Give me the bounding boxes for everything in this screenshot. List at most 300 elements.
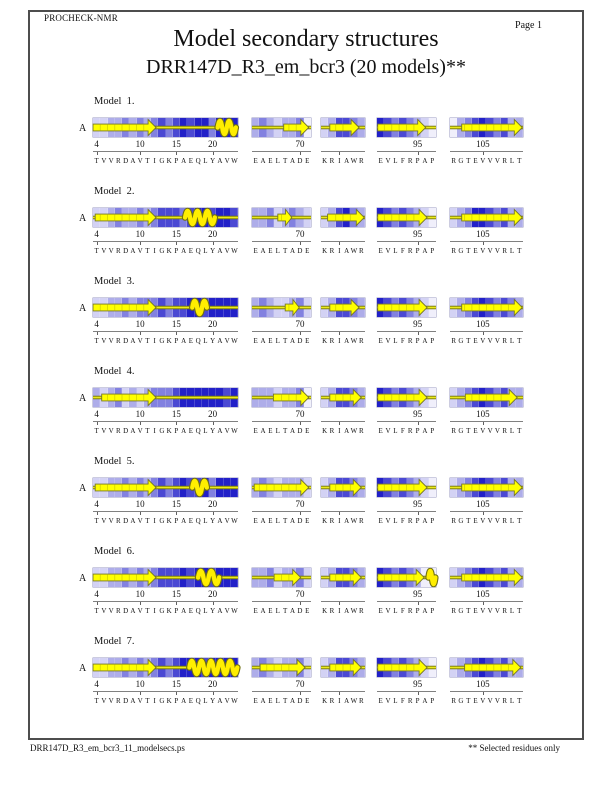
axis-rule (252, 151, 311, 152)
sequence-letter: R (329, 517, 335, 525)
sequence-letter: E (188, 427, 194, 435)
sequence-letter: Q (195, 337, 201, 345)
sequence-letter: A (422, 157, 428, 165)
axis-tick (213, 422, 214, 425)
sequence-row (321, 247, 365, 255)
sequence-row (450, 337, 523, 345)
residue-number: 4 (94, 679, 99, 689)
sequence-letter: P (174, 607, 179, 615)
sequence-letter: T (94, 247, 99, 255)
sequence-letter: V (108, 607, 114, 615)
sequence-letter: G (159, 697, 165, 705)
sequence-letter: V (385, 697, 391, 705)
model-row (0, 456, 612, 534)
residue-band (252, 568, 311, 587)
sequence-letter: E (253, 607, 258, 615)
sequence-row (321, 517, 365, 525)
program-name: PROCHECK-NMR (44, 13, 118, 23)
sequence-letter: V (487, 697, 493, 705)
residue-number: 20 (208, 229, 218, 239)
sequence-letter: V (487, 157, 493, 165)
sequence-letter: T (283, 157, 288, 165)
axis-tick (300, 602, 301, 605)
model-row (0, 276, 612, 354)
axis-tick (300, 242, 301, 245)
sequence-letter: G (159, 607, 165, 615)
sequence-letter: W (231, 607, 238, 615)
sequence-letter: I (338, 697, 341, 705)
sequence-letter: T (466, 697, 471, 705)
axis-tick (418, 152, 419, 155)
secondary-structure-svg (93, 118, 238, 137)
sequence-letter: A (181, 697, 187, 705)
sequence-letter: P (174, 427, 179, 435)
sequence-letter: R (116, 337, 121, 345)
beta-strand-arrow (102, 390, 156, 406)
sequence-letter: W (231, 427, 238, 435)
sequence-letter: P (430, 157, 435, 165)
residue-band (321, 208, 365, 227)
secondary-structure-svg (93, 568, 238, 587)
sequence-letter: I (153, 697, 156, 705)
sequence-letter: K (166, 697, 172, 705)
sequence-letter: V (487, 607, 493, 615)
sequence-letter: A (130, 697, 136, 705)
residue-band (252, 118, 311, 137)
sequence-letter: R (407, 427, 413, 435)
sequence-row (252, 247, 311, 255)
beta-strand-arrow (462, 210, 523, 226)
residue-number: 95 (413, 409, 423, 419)
secondary-structure-svg (252, 118, 311, 137)
beta-strand-arrow (274, 570, 301, 586)
axis-tick (418, 512, 419, 515)
sequence-letter: T (283, 337, 288, 345)
residue-number: 105 (476, 229, 490, 239)
residue-number: 10 (135, 139, 145, 149)
sequence-letter: Q (195, 247, 201, 255)
sequence-letter: L (509, 337, 515, 345)
sequence-letter: W (350, 337, 358, 345)
axis-rule (93, 511, 238, 512)
sequence-letter: L (509, 157, 515, 165)
beta-strand-arrow (328, 210, 365, 226)
secondary-structure-svg (252, 298, 311, 317)
sequence-letter: V (101, 157, 107, 165)
sequence-letter: R (451, 337, 456, 345)
sequence-row (377, 607, 436, 615)
sequence-letter: R (358, 517, 364, 525)
sequence-letter: I (153, 247, 156, 255)
sequence-letter: R (502, 247, 508, 255)
sequence-letter: W (231, 157, 238, 165)
axis-tick (176, 152, 177, 155)
sequence-letter: A (260, 427, 266, 435)
sequence-letter: E (188, 247, 194, 255)
axis-rule (252, 511, 311, 512)
sequence-letter: R (358, 697, 364, 705)
axis-tick (483, 692, 484, 695)
sequence-letter: D (123, 697, 129, 705)
sequence-letter: W (350, 427, 358, 435)
sequence-letter: A (422, 427, 428, 435)
sequence-letter: V (224, 517, 230, 525)
axis-tick (97, 332, 98, 335)
sequence-letter: E (378, 427, 383, 435)
sequence-letter: F (400, 607, 405, 615)
axis-tick (176, 512, 177, 515)
sequence-letter: A (344, 157, 350, 165)
axis-rule (321, 511, 365, 512)
beta-strand-arrow (93, 120, 156, 136)
sequence-letter: K (166, 337, 172, 345)
sequence-letter: E (305, 157, 310, 165)
sequence-letter: P (174, 157, 179, 165)
sequence-row (377, 517, 436, 525)
residue-band (321, 568, 365, 587)
sequence-letter: A (130, 337, 136, 345)
sequence-letter: E (188, 517, 194, 525)
sequence-letter: K (322, 607, 328, 615)
axis-tick (339, 332, 340, 335)
sequence-letter: T (145, 517, 150, 525)
residue-number: 20 (208, 139, 218, 149)
axis-rule (450, 511, 523, 512)
helix-squiggle (185, 211, 215, 224)
sequence-letter: Y (210, 337, 216, 345)
sequence-letter: V (480, 517, 486, 525)
sequence-letter: G (159, 337, 165, 345)
axis-rule (450, 691, 523, 692)
axis-rule (321, 331, 365, 332)
residue-band (321, 478, 365, 497)
sequence-letter: W (350, 517, 358, 525)
beta-strand-arrow (330, 570, 362, 586)
sequence-letter: R (116, 157, 121, 165)
sequence-letter: T (517, 247, 522, 255)
sequence-letter: T (283, 607, 288, 615)
sequence-letter: E (473, 247, 478, 255)
residue-band (252, 388, 311, 407)
sequence-letter: A (344, 607, 350, 615)
sequence-letter: R (358, 427, 364, 435)
residue-number: 95 (413, 229, 423, 239)
sequence-letter: T (94, 517, 99, 525)
sequence-row (93, 337, 238, 345)
sequence-letter: V (480, 247, 486, 255)
sequence-letter: R (451, 517, 456, 525)
residue-band (321, 388, 365, 407)
residue-number: 105 (476, 679, 490, 689)
chain-label: A (79, 123, 87, 134)
sequence-letter: R (116, 517, 121, 525)
axis-rule (93, 151, 238, 152)
residue-band (450, 298, 523, 317)
axis-tick (97, 692, 98, 695)
sequence-letter: A (217, 247, 223, 255)
sequence-row (252, 697, 311, 705)
residue-number: 20 (208, 319, 218, 329)
sequence-letter: L (393, 337, 398, 345)
sequence-letter: A (130, 247, 136, 255)
secondary-structure-svg (93, 658, 238, 677)
axis-tick (176, 332, 177, 335)
sequence-letter: P (174, 337, 179, 345)
sequence-letter: W (231, 697, 238, 705)
sequence-letter: E (378, 337, 383, 345)
sequence-letter: A (290, 337, 296, 345)
beta-strand-arrow (95, 480, 156, 496)
sequence-letter: P (174, 697, 179, 705)
sequence-letter: A (290, 607, 296, 615)
residue-number: 10 (135, 319, 145, 329)
sequence-letter: R (358, 337, 364, 345)
sequence-letter: E (473, 517, 478, 525)
sequence-letter: V (494, 157, 500, 165)
sequence-letter: V (224, 697, 230, 705)
sequence-row (93, 607, 238, 615)
sequence-letter: T (517, 157, 522, 165)
model-label: Model 3. (94, 276, 135, 287)
sequence-letter: I (338, 337, 341, 345)
secondary-structure-svg (93, 388, 238, 407)
beta-strand-arrow (330, 120, 359, 136)
sequence-letter: T (145, 157, 150, 165)
sequence-letter: I (153, 337, 156, 345)
residue-number: 105 (476, 409, 490, 419)
sequence-letter: A (290, 427, 296, 435)
sequence-letter: A (181, 427, 187, 435)
sequence-letter: R (358, 157, 364, 165)
sequence-letter: A (422, 697, 428, 705)
sequence-letter: E (378, 517, 383, 525)
model-row (0, 636, 612, 714)
sequence-letter: P (415, 697, 420, 705)
sequence-letter: L (275, 697, 280, 705)
page-number: Page 1 (515, 20, 542, 31)
residue-band (377, 118, 436, 137)
sequence-letter: V (385, 517, 391, 525)
sequence-letter: Y (210, 427, 216, 435)
sequence-letter: E (268, 517, 273, 525)
residue-number: 15 (171, 409, 181, 419)
sequence-letter: E (378, 247, 383, 255)
sequence-letter: G (458, 337, 464, 345)
sequence-letter: A (130, 607, 136, 615)
sequence-letter: E (378, 607, 383, 615)
beta-strand-arrow (93, 570, 156, 586)
sequence-letter: V (480, 157, 486, 165)
sequence-letter: G (458, 517, 464, 525)
sequence-row (377, 247, 436, 255)
sequence-letter: T (283, 697, 288, 705)
sequence-letter: E (305, 697, 310, 705)
residue-number: 10 (135, 229, 145, 239)
sequence-letter: D (123, 157, 129, 165)
axis-tick (140, 242, 141, 245)
beta-strand-arrow (378, 390, 427, 406)
sequence-letter: R (329, 427, 335, 435)
sequence-letter: D (123, 247, 129, 255)
residue-band (93, 298, 238, 317)
axis-rule (252, 691, 311, 692)
residue-number: 15 (171, 139, 181, 149)
residue-band (321, 658, 365, 677)
sequence-letter: K (322, 337, 328, 345)
axis-tick (339, 422, 340, 425)
residue-band (377, 388, 436, 407)
sequence-letter: A (217, 607, 223, 615)
sequence-letter: V (385, 157, 391, 165)
sequence-letter: G (159, 427, 165, 435)
sequence-letter: F (400, 337, 405, 345)
sequence-letter: V (480, 607, 486, 615)
residue-band (93, 118, 238, 137)
axis-rule (321, 691, 365, 692)
residue-number: 95 (413, 139, 423, 149)
sequence-letter: A (260, 157, 266, 165)
sequence-letter: D (123, 607, 129, 615)
residue-number: 4 (94, 499, 99, 509)
sequence-letter: P (415, 157, 420, 165)
axis-tick (483, 512, 484, 515)
residue-band (377, 208, 436, 227)
sequence-letter: E (378, 157, 383, 165)
sequence-letter: Q (195, 517, 201, 525)
residue-number: 15 (171, 499, 181, 509)
residue-band (450, 658, 523, 677)
model-label: Model 1. (94, 96, 135, 107)
sequence-letter: E (253, 247, 258, 255)
sequence-row (450, 427, 523, 435)
sequence-letter: E (305, 517, 310, 525)
residue-band (450, 478, 523, 497)
residue-number: 10 (135, 589, 145, 599)
axis-rule (450, 331, 523, 332)
axis-rule (450, 241, 523, 242)
axis-tick (213, 602, 214, 605)
model-label: Model 2. (94, 186, 135, 197)
sequence-letter: L (275, 337, 280, 345)
sequence-letter: A (422, 337, 428, 345)
axis-rule (377, 601, 436, 602)
sequence-letter: E (378, 697, 383, 705)
sequence-letter: E (268, 607, 273, 615)
beta-strand-arrow (93, 300, 156, 316)
beta-strand-arrow (378, 660, 427, 676)
sequence-letter: G (458, 697, 464, 705)
sequence-letter: K (322, 517, 328, 525)
sequence-letter: F (400, 427, 405, 435)
secondary-structure-svg (252, 568, 311, 587)
chain-label: A (79, 483, 87, 494)
sequence-letter: T (283, 427, 288, 435)
sequence-letter: E (253, 697, 258, 705)
sequence-letter: A (344, 427, 350, 435)
sequence-row (450, 697, 523, 705)
residue-band (93, 388, 238, 407)
sequence-letter: V (137, 337, 143, 345)
sequence-letter: L (203, 427, 208, 435)
sequence-row (450, 607, 523, 615)
sequence-letter: V (494, 337, 500, 345)
sequence-letter: P (430, 337, 435, 345)
axis-rule (377, 421, 436, 422)
residue-number: 105 (476, 589, 490, 599)
sequence-letter: F (400, 517, 405, 525)
sequence-letter: R (502, 157, 508, 165)
sequence-letter: W (350, 247, 358, 255)
sequence-letter: R (407, 337, 413, 345)
axis-rule (377, 151, 436, 152)
residue-number: 15 (171, 679, 181, 689)
secondary-structure-svg (252, 388, 311, 407)
sequence-letter: T (466, 517, 471, 525)
sequence-letter: K (166, 427, 172, 435)
sequence-letter: P (174, 517, 179, 525)
sequence-letter: V (108, 697, 114, 705)
axis-rule (93, 691, 238, 692)
sequence-letter: A (290, 517, 296, 525)
sequence-letter: R (329, 607, 335, 615)
sequence-letter: R (407, 247, 413, 255)
sequence-letter: R (451, 247, 456, 255)
residue-number: 95 (413, 499, 423, 509)
axis-tick (176, 422, 177, 425)
sequence-letter: T (283, 517, 288, 525)
axis-tick (97, 422, 98, 425)
sequence-letter: E (305, 337, 310, 345)
secondary-structure-svg (321, 118, 365, 137)
residue-number: 70 (295, 319, 305, 329)
sequence-letter: P (174, 247, 179, 255)
axis-rule (93, 331, 238, 332)
model-row (0, 546, 612, 624)
beta-strand-arrow (330, 390, 362, 406)
axis-tick (176, 242, 177, 245)
axis-rule (252, 601, 311, 602)
beta-strand-arrow (284, 120, 309, 136)
axis-tick (213, 332, 214, 335)
beta-strand-arrow (93, 660, 156, 676)
sequence-letter: P (430, 607, 435, 615)
sequence-letter: F (400, 697, 405, 705)
sequence-letter: D (297, 697, 303, 705)
residue-band (450, 388, 523, 407)
residue-number: 95 (413, 679, 423, 689)
residue-number: 15 (171, 319, 181, 329)
sequence-letter: V (137, 517, 143, 525)
axis-rule (377, 241, 436, 242)
sequence-letter: L (275, 607, 280, 615)
sequence-letter: K (322, 247, 328, 255)
helix-squiggle (192, 301, 207, 314)
sequence-letter: A (422, 607, 428, 615)
residue-band (450, 118, 523, 137)
sequence-letter: V (224, 337, 230, 345)
sequence-letter: K (322, 427, 328, 435)
sequence-letter: V (487, 427, 493, 435)
sequence-letter: T (283, 247, 288, 255)
sequence-letter: V (137, 427, 143, 435)
sequence-letter: R (329, 247, 335, 255)
sequence-letter: T (94, 607, 99, 615)
sequence-row (377, 427, 436, 435)
residue-band (93, 568, 238, 587)
sequence-letter: A (217, 157, 223, 165)
model-row (0, 96, 612, 174)
sequence-letter: E (188, 337, 194, 345)
